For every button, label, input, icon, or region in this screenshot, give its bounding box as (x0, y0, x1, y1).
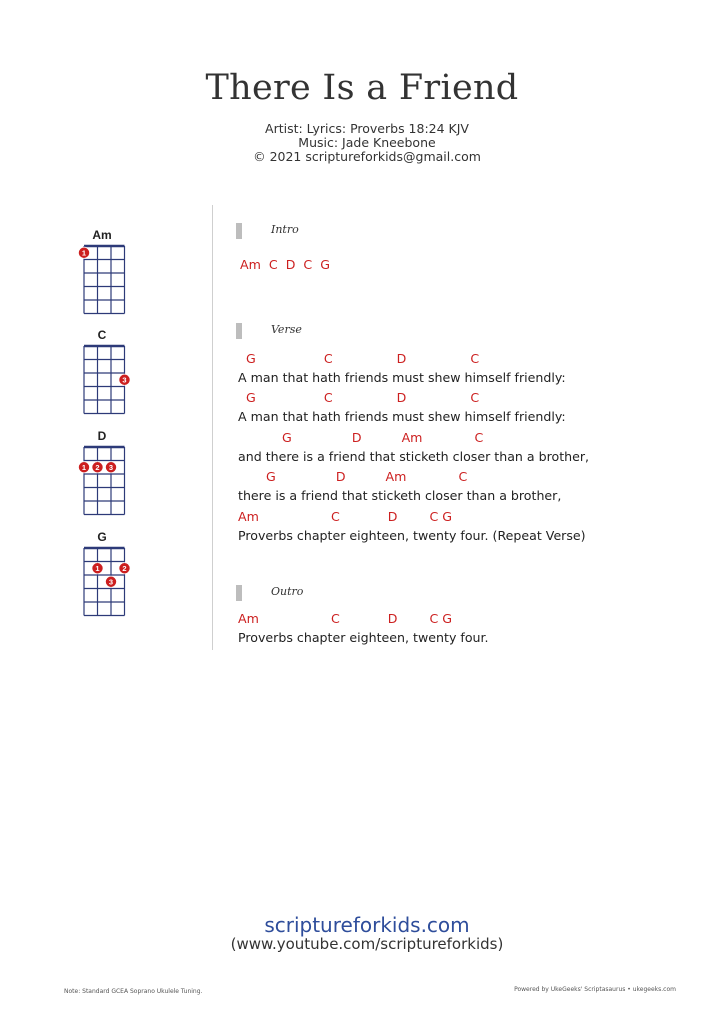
chord-diagram-name: C (97, 328, 107, 342)
chord-diagram-am (66, 228, 146, 318)
chord-line: Am C D C G (238, 509, 453, 524)
section-marker (236, 223, 242, 239)
lyric-line: and there is a friend that sticketh closer than a brother, (238, 449, 590, 464)
finger-number: 3 (108, 463, 114, 473)
section-outro-header (236, 585, 436, 601)
chord-diagram-name: G (97, 530, 107, 544)
chord-line: G C D C (238, 351, 480, 366)
lyric-line: there is a friend that sticketh closer than a brother, (238, 488, 562, 503)
chord-line: G D Am C (238, 430, 484, 445)
section-verse-header (236, 323, 436, 339)
section-marker (236, 323, 242, 339)
chord-line: G D Am C (238, 469, 468, 484)
lyric-line: A man that hath friends must shew himself friendly: (238, 409, 566, 424)
section-label: Outro (271, 585, 304, 598)
finger-number: 1 (81, 463, 87, 473)
website-link[interactable]: scriptureforkids.com (264, 913, 470, 937)
intro-chords: Am C D C G (240, 257, 330, 272)
music-line: Music: Jade Kneebone (298, 135, 436, 150)
finger-number: 1 (95, 564, 100, 574)
chord-line: G C D C (238, 390, 480, 405)
artist-line: Artist: Lyrics: Proverbs 18:24 KJV (265, 121, 469, 136)
chord-grid (74, 242, 138, 316)
chord-grid (74, 443, 138, 517)
finger-number: 1 (81, 248, 87, 258)
finger-number: 3 (122, 375, 127, 385)
chord-diagram-c (66, 328, 146, 418)
tuning-note: Note: Standard GCEA Soprano Ukulele Tuning. (64, 988, 203, 995)
youtube-link[interactable]: (www.youtube.com/scriptureforkids) (230, 935, 504, 953)
finger-number: 3 (108, 577, 114, 587)
chord-line: Am C D C G (238, 611, 453, 626)
finger-number: 2 (122, 564, 127, 574)
section-marker (236, 585, 242, 601)
chord-grid (74, 342, 138, 416)
chord-diagram-g (66, 530, 146, 620)
finger-number: 2 (95, 463, 100, 473)
lyric-line: Proverbs chapter eighteen, twenty four. (238, 630, 489, 645)
lyric-line: A man that hath friends must shew himself friendly: (238, 370, 566, 385)
lyric-line: Proverbs chapter eighteen, twenty four. (Repeat Verse) (238, 528, 586, 543)
powered-by: Powered by UkeGeeks' Scriptasaurus • ukegeeks.com (514, 986, 676, 993)
section-intro-header (236, 223, 436, 239)
song-title: There Is a Friend (205, 68, 519, 108)
chord-diagram-name: D (97, 429, 107, 443)
section-label: Verse (271, 323, 302, 336)
section-label: Intro (271, 223, 299, 236)
chord-diagram-name: Am (92, 228, 112, 242)
chord-grid (74, 544, 138, 618)
chord-diagram-d (66, 429, 146, 519)
column-divider (212, 205, 213, 650)
copyright-line: © 2021 scriptureforkids@gmail.com (253, 149, 481, 164)
